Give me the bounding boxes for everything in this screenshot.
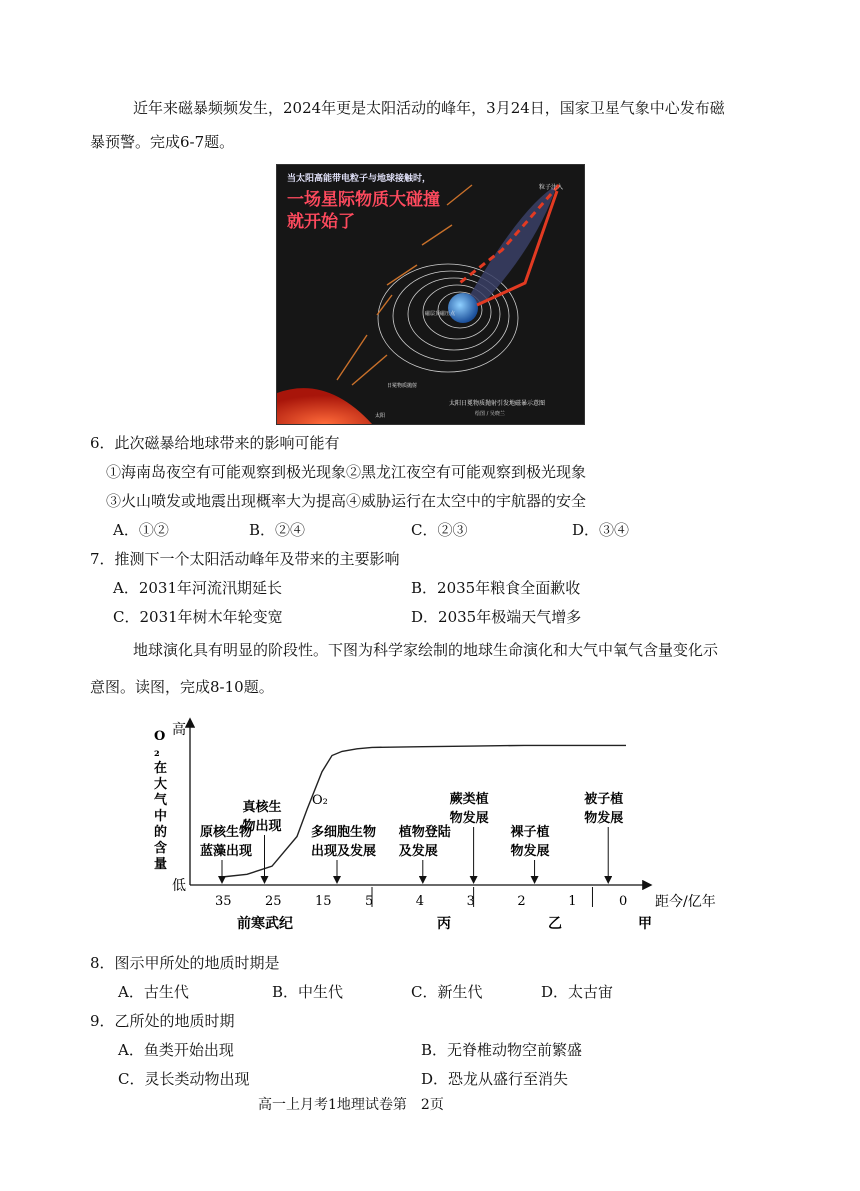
q7-option-a[interactable]: A．2031年河流汛期延长 (113, 579, 283, 597)
event-label: 蓝藻出现 (200, 844, 253, 859)
q7-stem: 7．推测下一个太阳活动峰年及带来的主要影响 (90, 550, 400, 568)
photo-credit-2: 绘图 / 吴晓兰 (475, 411, 505, 417)
x-tick-label: 5 (365, 894, 374, 909)
q8-option-b[interactable]: B．中生代 (272, 983, 344, 1001)
photo-credit-1: 太阳日冕物质抛射引发地磁暴示意图 (449, 400, 546, 407)
q8-option-c[interactable]: C．新生代 (411, 983, 483, 1001)
intro-2-line-2: 意图。读图，完成8-10题。 (90, 678, 274, 696)
q8-option-d[interactable]: D．太古宙 (541, 983, 614, 1001)
photo-caption-3: 就开始了 (287, 212, 355, 232)
photo-caption-1: 当太阳高能带电粒子与地球接触时， (287, 174, 432, 184)
oxygen-evolution-chart (140, 712, 730, 937)
q8-stem: 8．图示甲所处的地质时期是 (90, 954, 280, 972)
x-tick-label: 35 (215, 894, 232, 909)
intro-2-line-1: 地球演化具有明显的阶段性。下图为科学家绘制的地球生命演化和大气中氧气含量变化示 (133, 641, 719, 659)
event-label: 物发展 (449, 811, 489, 826)
y-high-label: 高 (172, 722, 186, 738)
x-tick-label: 3 (466, 894, 475, 909)
photo-label-flare: 日冕物质抛射 (387, 383, 418, 389)
y-axis-label: O ₂ 在大气中的含量 (154, 729, 168, 872)
event-label: 裸子植 (510, 825, 550, 840)
event-label: 蕨类植 (449, 792, 489, 807)
q6-option-b[interactable]: B．②④ (249, 521, 306, 539)
event-label: 真核生 (242, 800, 282, 815)
page-footer: 高一上月考1地理试卷第 2页 (258, 1097, 444, 1113)
x-tick-label: 4 (415, 894, 425, 909)
q9-option-b[interactable]: B．无脊椎动物空前繁盛 (421, 1041, 583, 1059)
event-label: 出现及发展 (311, 844, 377, 859)
event-label: 及发展 (398, 844, 438, 859)
q7-option-c[interactable]: C．2031年树木年轮变宽 (113, 608, 283, 626)
q6-statements-1: ①海南岛夜空有可能观察到极光现象②黑龙江夜空有可能观察到极光现象 (106, 463, 587, 481)
y-low-label: 低 (172, 878, 186, 894)
q7-option-d[interactable]: D．2035年极端天气增多 (411, 608, 582, 626)
o2-curve-label: O₂ (312, 793, 328, 808)
q6-option-a[interactable]: A．①② (113, 521, 169, 539)
event-label: 物出现 (242, 819, 282, 834)
q9-option-a[interactable]: A．鱼类开始出现 (118, 1041, 234, 1059)
era-label: 前寒武纪 (237, 916, 293, 932)
q6-option-d[interactable]: D．③④ (572, 521, 630, 539)
earth-shape (448, 293, 478, 323)
x-tick-label: 1 (568, 894, 577, 909)
q6-statements-2: ③火山喷发或地震出现概率大为提高④威胁运行在太空中的宇航器的安全 (106, 492, 587, 510)
era-label: 甲 (638, 916, 652, 932)
q7-option-b[interactable]: B．2035年粮食全面歉收 (411, 579, 581, 597)
event-label: 植物登陆 (398, 825, 451, 840)
x-tick-label: 0 (619, 894, 628, 909)
q6-option-c[interactable]: C．②③ (411, 521, 468, 539)
x-axis-label: 距今/亿年 (655, 894, 716, 910)
q9-stem: 9．乙所处的地质时期 (90, 1012, 235, 1030)
era-label: 丙 (437, 916, 451, 932)
q6-stem: 6．此次磁暴给地球带来的影响可能有 (90, 434, 340, 452)
x-tick-label: 2 (517, 894, 526, 909)
x-tick-label: 15 (315, 894, 332, 909)
q8-option-a[interactable]: A．古生代 (118, 983, 189, 1001)
event-label: 原核生物 (200, 825, 253, 840)
magnetic-storm-illustration (276, 164, 585, 425)
event-label: 多细胞生物 (311, 825, 377, 840)
q9-option-c[interactable]: C．灵长类动物出现 (118, 1070, 250, 1088)
era-label: 乙 (548, 916, 562, 932)
photo-label-magnetosphere: 磁层顶磁压点 (425, 311, 456, 317)
event-label: 被子植 (584, 792, 624, 807)
intro-1-line-2: 暴预警。完成6-7题。 (90, 133, 235, 151)
q9-option-d[interactable]: D．恐龙从盛行至消失 (421, 1070, 569, 1088)
photo-label-sun: 太阳 (375, 413, 386, 419)
photo-label-particles: 粒子注入 (539, 184, 564, 191)
event-label: 物发展 (510, 844, 550, 859)
x-tick-label: 25 (265, 894, 282, 909)
event-label: 物发展 (584, 811, 624, 826)
intro-1-line-1: 近年来磁暴频频发生，2024年更是太阳活动的峰年，3月24日，国家卫星气象中心发布磁 (133, 99, 725, 117)
photo-caption-2: 一场星际物质大碰撞 (287, 190, 440, 210)
